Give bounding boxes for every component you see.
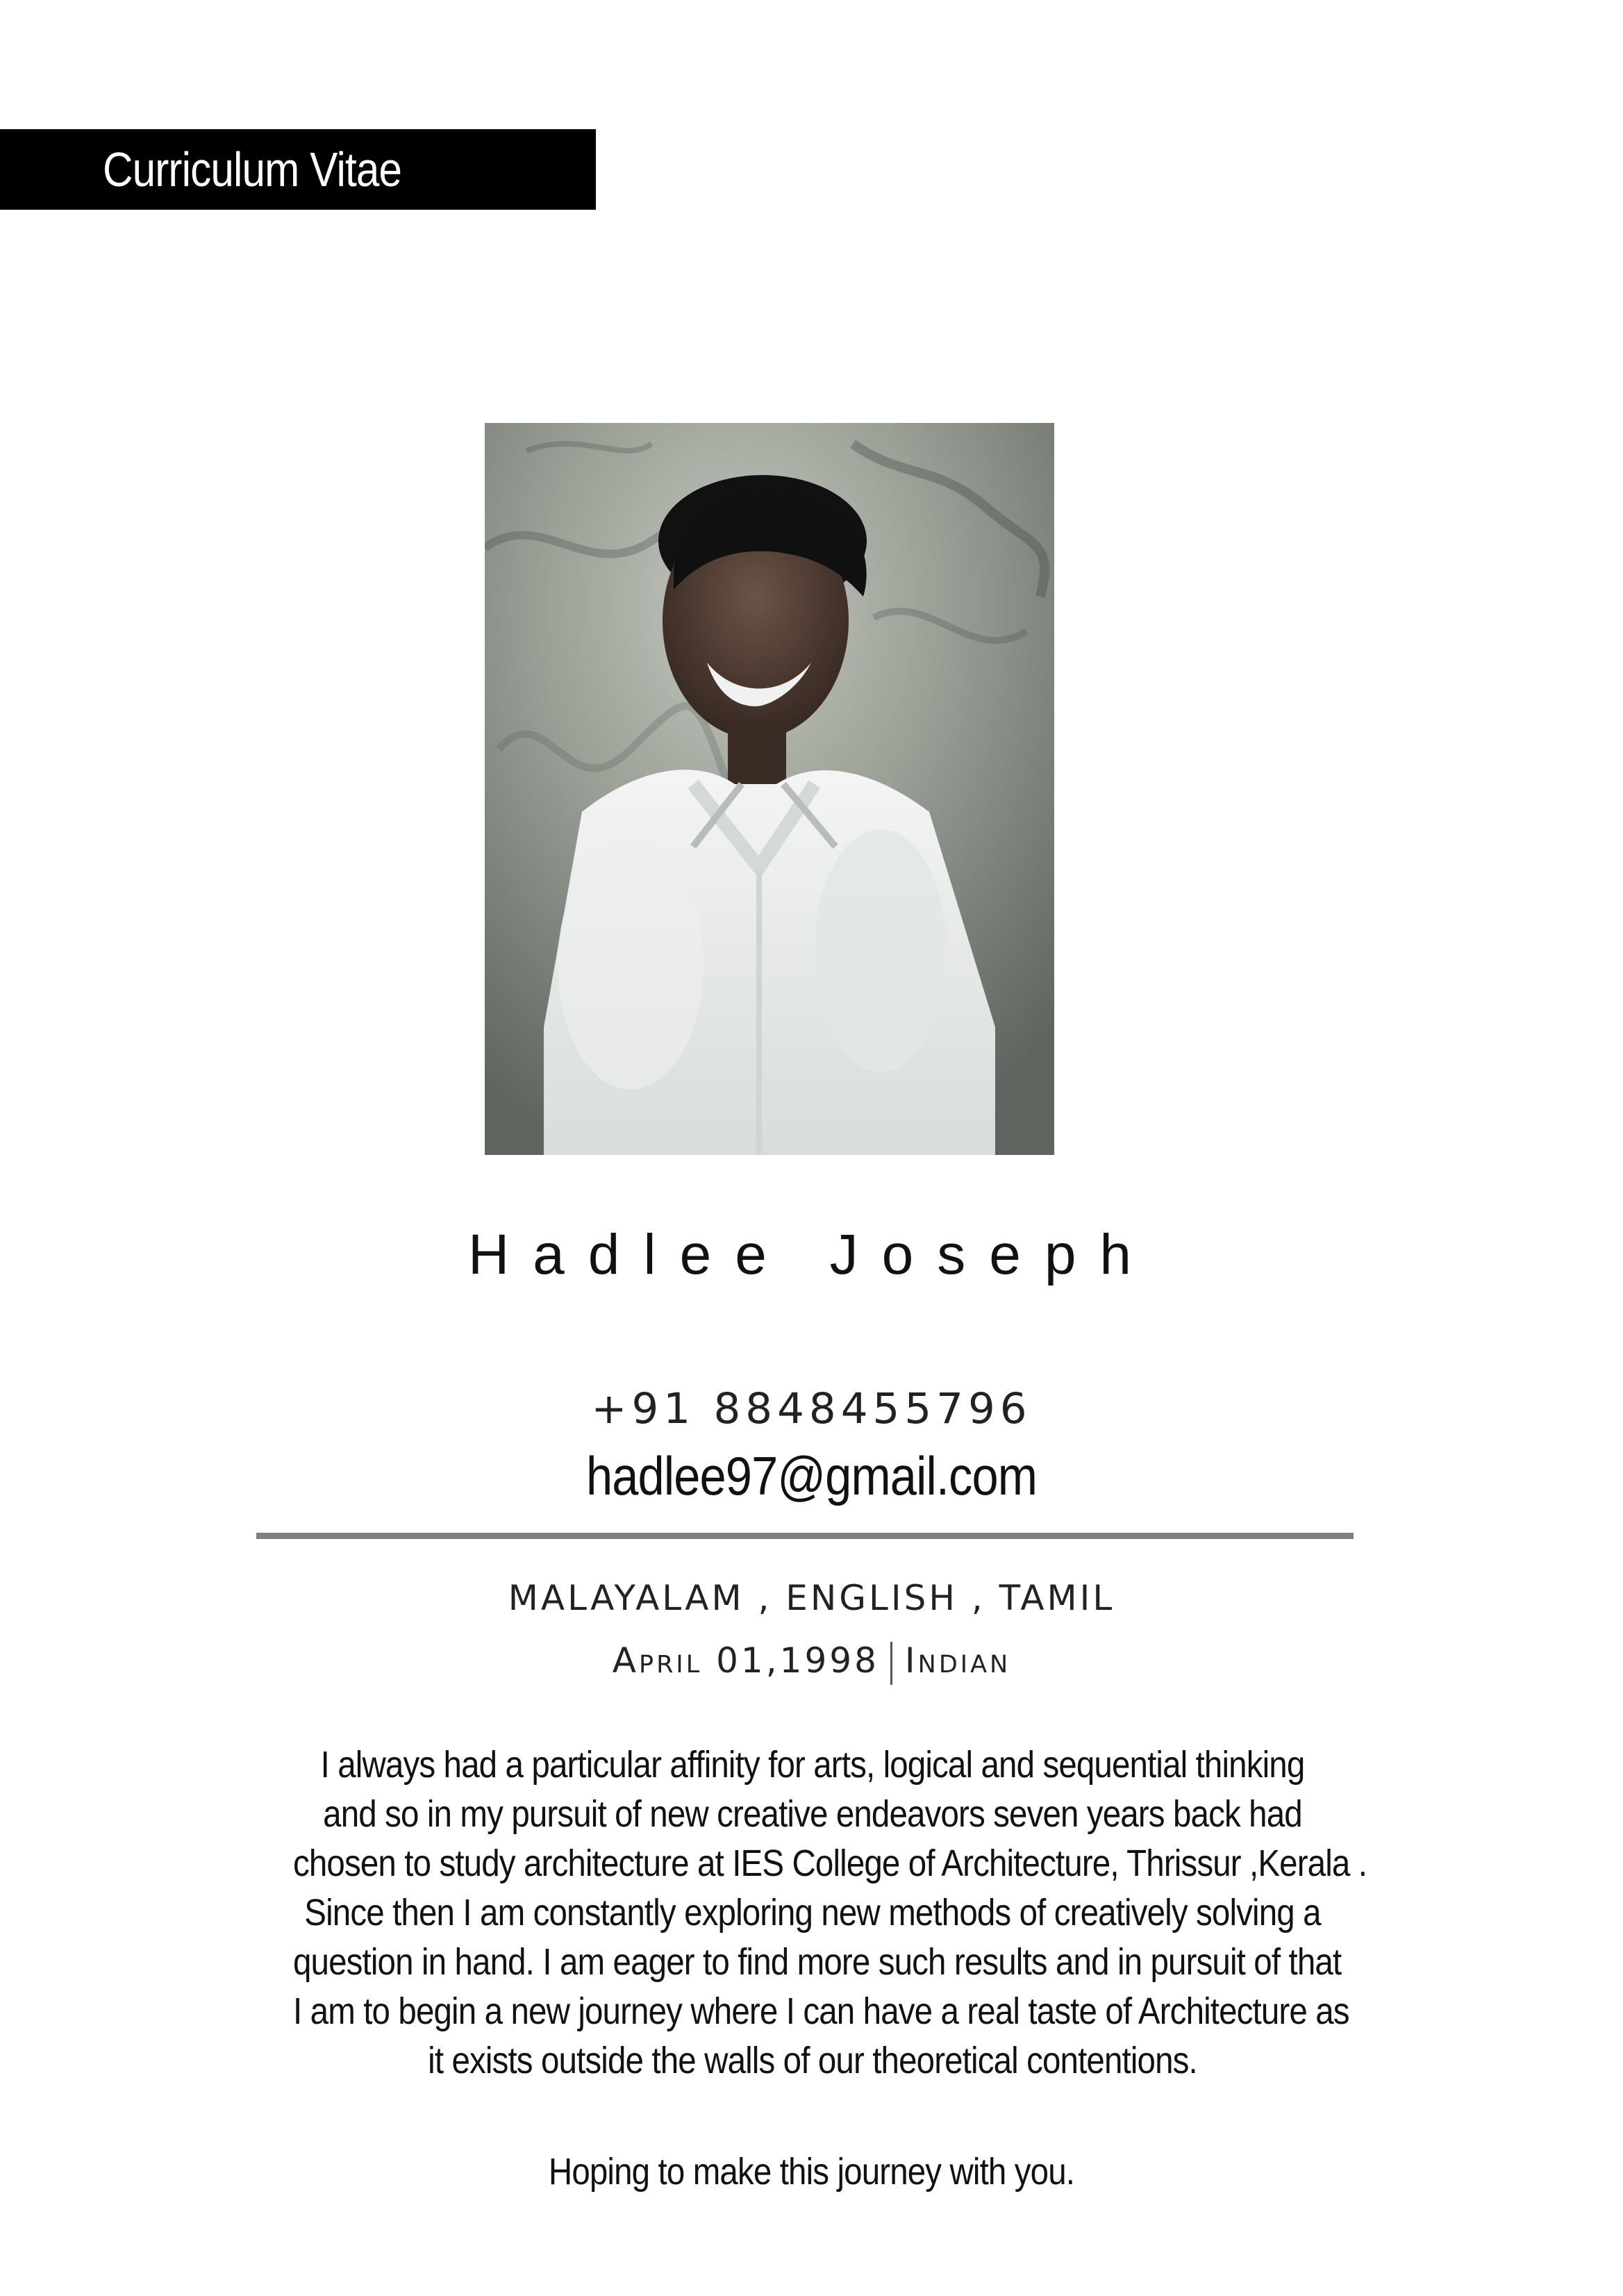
bio-line: it exists outside the walls of our theoretical contentions. bbox=[428, 2040, 1197, 2081]
phone-number: +91 8848455796 bbox=[591, 1384, 1032, 1433]
bio-line: Since then I am constantly exploring new methods of creatively solving a bbox=[304, 1892, 1321, 1933]
languages: MALAYALAM , ENGLISH , TAMIL bbox=[508, 1578, 1115, 1618]
bio-line: and so in my pursuit of new creative endeavors seven years back had bbox=[323, 1793, 1302, 1835]
document-title: Curriculum Vitae bbox=[103, 142, 402, 197]
nationality: Indian bbox=[904, 1640, 1011, 1681]
section-divider bbox=[256, 1533, 1354, 1539]
bio-paragraph bbox=[222, 1740, 1403, 2086]
bio-line: question in hand. I am eager to find more such results and in pursuit of that bbox=[293, 1941, 1342, 1983]
bio-line: I always had a particular affinity for arts, logical and sequential thinking bbox=[320, 1744, 1305, 1786]
profile-photo-image bbox=[485, 423, 1054, 1155]
bio-line: chosen to study architecture at IES College of Architecture, Thrissur ,Kerala . bbox=[293, 1842, 1367, 1884]
birth-nationality-line bbox=[0, 1638, 1623, 1685]
email-address: hadlee97@gmail.com bbox=[585, 1445, 1038, 1506]
profile-photo bbox=[485, 423, 1054, 1155]
vertical-separator bbox=[890, 1642, 892, 1685]
document-title-bar bbox=[0, 129, 596, 210]
date-of-birth: April 01,1998 bbox=[612, 1640, 879, 1681]
bio-line: I am to begin a new journey where I can have a real taste of Architecture as bbox=[293, 1990, 1349, 2032]
candidate-name: Hadlee Joseph bbox=[467, 1223, 1156, 1286]
closing-line: Hoping to make this journey with you. bbox=[548, 2151, 1075, 2193]
